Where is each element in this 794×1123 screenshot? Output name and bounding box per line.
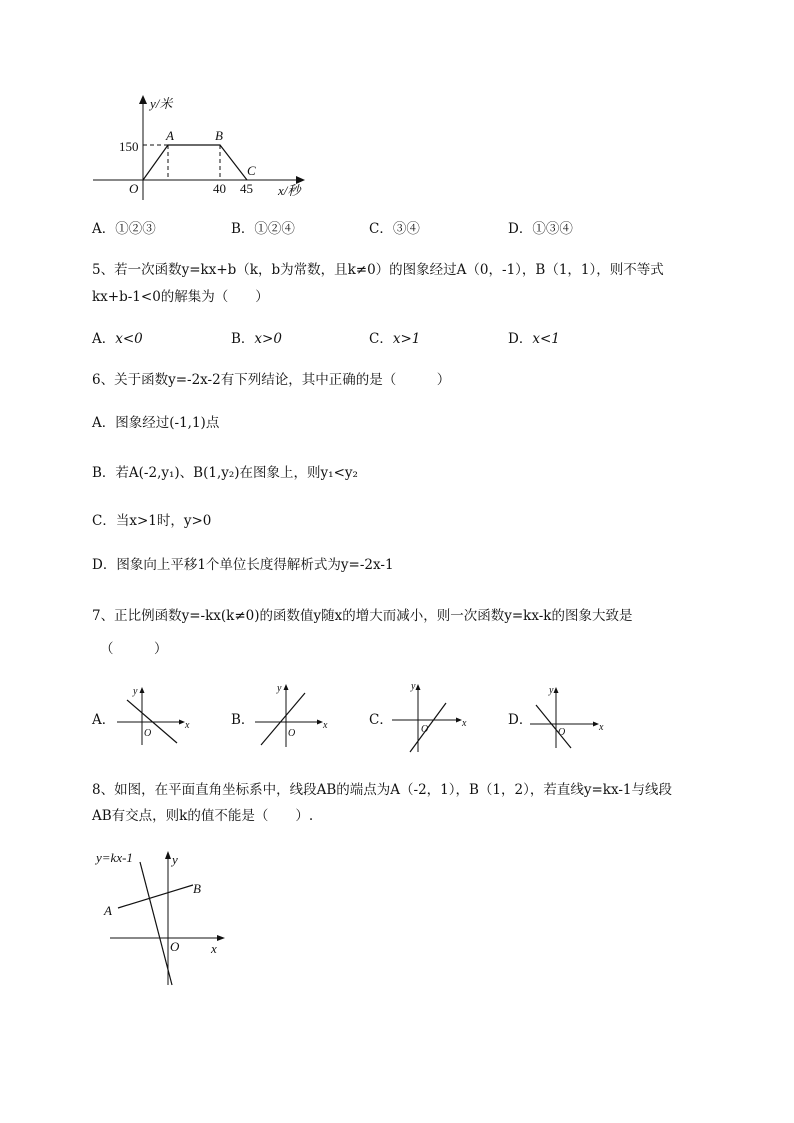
choice-letter: B．	[231, 221, 255, 237]
point-b: B	[193, 881, 201, 896]
point-c-label: C	[247, 163, 256, 178]
q7-choice-d[interactable]: D．	[508, 712, 533, 728]
choice-letter: D．	[508, 221, 533, 237]
q8-stem-line1: 8、如图，在平面直角坐标系中，线段AB的端点为A（-2，1），B（1，2），若直线y=kx-1与线段	[92, 782, 672, 798]
q6-stem: 6、关于函数y=-2x-2有下列结论，其中正确的是（ ）	[92, 372, 451, 388]
q6-choice-b[interactable]: B．若A(-2,y₁)、B(1,y₂)在图象上，则y₁<y₂	[92, 465, 358, 481]
q7-paren: （ ）	[100, 641, 168, 657]
axis-x: x	[185, 720, 190, 731]
choice-text: x>1	[392, 331, 421, 347]
origin: O	[288, 728, 296, 739]
axis-y: y	[133, 686, 138, 697]
q5-stem-line2: kx+b-1<0的解集为（ ）	[92, 289, 269, 305]
choice-text: x<1	[532, 331, 560, 347]
line-label: y=kx-1	[96, 850, 133, 865]
axis-x: x	[211, 941, 217, 956]
point-b-label: B	[215, 128, 223, 143]
choice-letter: A．	[92, 221, 116, 237]
origin: O	[421, 724, 429, 735]
y-tick-150: 150	[119, 139, 139, 154]
q7-choice-c[interactable]: C．	[369, 712, 393, 728]
axis-y: y	[411, 681, 416, 692]
choice-text: ①③④	[532, 221, 573, 237]
axis-x: x	[462, 718, 467, 729]
origin: O	[170, 939, 180, 954]
q5-stem-line1: 5、若一次函数y=kx+b（k，b为常数，且k≠0）的图象经过A（0，-1），B（1，1），则不等式	[92, 262, 664, 278]
choice-text: ③④	[392, 221, 420, 237]
choice-text: x<0	[115, 331, 143, 347]
axis-x: x	[599, 722, 604, 733]
choice-letter: C．	[369, 331, 393, 347]
point-a: A	[104, 903, 112, 918]
q8-stem-line2: AB有交点，则k的值不能是（ ）.	[92, 808, 314, 824]
y-axis-label: y/米	[150, 96, 173, 111]
point-a-label: A	[166, 128, 174, 143]
x-tick-40: 40	[213, 181, 226, 196]
q6-choice-c[interactable]: C．当x>1时，y>0	[92, 513, 212, 529]
q6-choice-a[interactable]: A．图象经过(-1,1)点	[92, 415, 220, 431]
x-tick-45: 45	[240, 181, 253, 196]
origin-label: O	[129, 181, 139, 196]
q7-stem: 7、正比例函数y=-kx(k≠0)的函数值y随x的增大而减小，则一次函数y=kx-k的图象大致是	[92, 608, 633, 624]
choice-text: x>0	[254, 331, 282, 347]
choice-letter: A．	[92, 331, 116, 347]
axis-x: x	[323, 720, 328, 731]
axis-y: y	[277, 683, 282, 694]
q7-choice-a[interactable]: A．	[92, 712, 116, 728]
origin: O	[558, 727, 566, 738]
axis-y: y	[172, 852, 178, 867]
choice-text: ①②④	[254, 221, 295, 237]
q7-choice-b[interactable]: B．	[231, 712, 255, 728]
choice-letter: C．	[369, 221, 393, 237]
choice-text: ①②③	[115, 221, 156, 237]
x-axis-label: x/秒	[278, 183, 301, 198]
q6-choice-d[interactable]: D．图象向上平移1个单位长度得解析式为y=-2x-1	[92, 557, 394, 573]
choice-letter: B．	[231, 331, 255, 347]
origin: O	[144, 728, 152, 739]
axis-y: y	[549, 685, 554, 696]
choice-letter: D．	[508, 331, 533, 347]
